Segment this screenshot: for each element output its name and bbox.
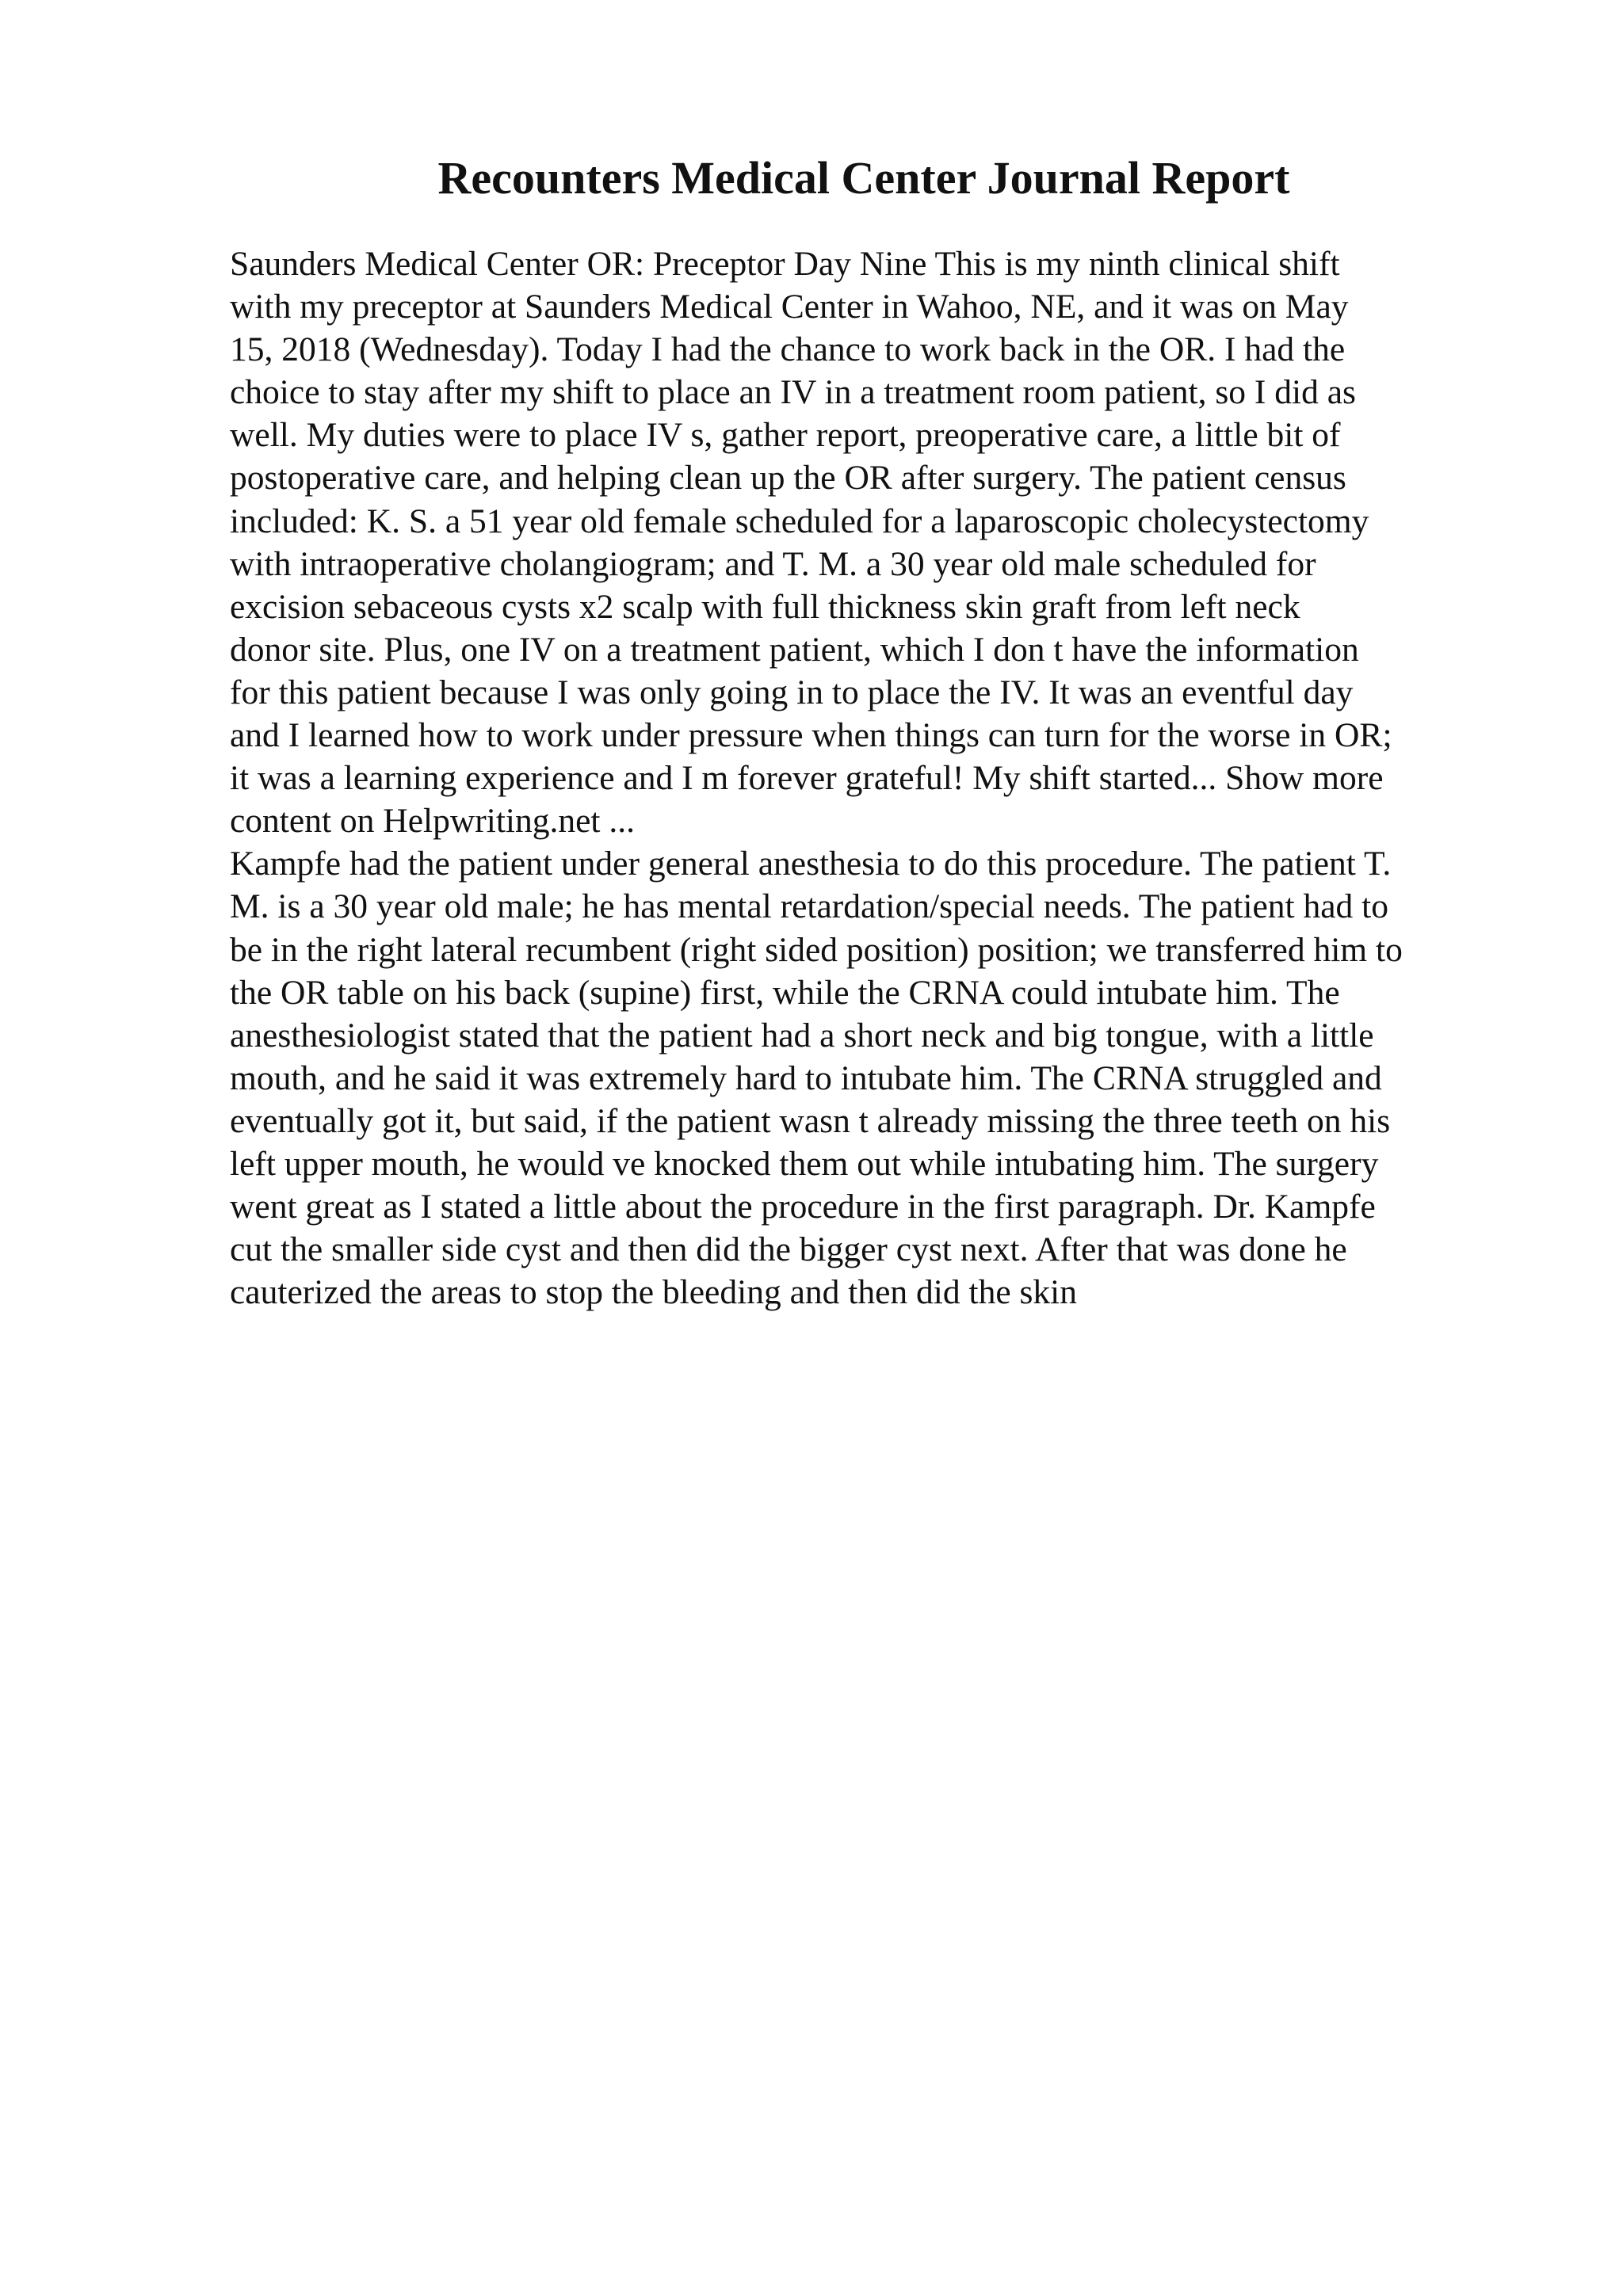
text-line: be in the right lateral recumbent (right sided position) position; we transferred him to — [230, 930, 1403, 969]
text-line: with intraoperative cholangiogram; and T. M. a 30 year old male scheduled for — [230, 544, 1316, 583]
text-line: 15, 2018 (Wednesday). Today I had the chance to work back in the OR. I had the — [230, 330, 1346, 369]
paragraph-1 — [230, 242, 1498, 842]
text-line: mouth, and he said it was extremely hard to intubate him. The CRNA struggled and — [230, 1058, 1382, 1097]
text-line: it was a learning experience and I m forever grateful! My shift started... Show more — [230, 759, 1384, 798]
text-line: left upper mouth, he would ve knocked them out while intubating him. The surgery — [230, 1144, 1379, 1183]
text-line: included: K. S. a 51 year old female scheduled for a laparoscopic cholecystectomy — [230, 502, 1369, 540]
text-line: content on Helpwriting.net ... — [230, 802, 636, 841]
text-line: went great as I stated a little about the procedure in the first paragraph. Dr. Kampfe — [230, 1188, 1376, 1226]
text-line: Saunders Medical Center OR: Preceptor Day Nine This is my ninth clinical shift — [230, 245, 1340, 283]
text-line: eventually got it, but said, if the patient wasn t already missing the three teeth on his — [230, 1101, 1391, 1140]
document-body — [230, 242, 1498, 1314]
text-line: with my preceptor at Saunders Medical Center in Wahoo, NE, and it was on May — [230, 288, 1349, 326]
text-line: choice to stay after my shift to place an IV in a treatment room patient, so I did as — [230, 373, 1356, 412]
text-line: cauterized the areas to stop the bleeding and then did the skin — [230, 1273, 1078, 1312]
text-line: Kampfe had the patient under general anesthesia to do this procedure. The patient T. — [230, 845, 1392, 883]
text-line: for this patient because I was only going in to place the IV. It was an eventful day — [230, 673, 1354, 711]
text-line: and I learned how to work under pressure when things can turn for the worse in OR; — [230, 716, 1392, 755]
text-line: postoperative care, and helping clean up the OR after surgery. The patient census — [230, 459, 1346, 498]
text-line: excision sebaceous cysts x2 scalp with full thickness skin graft from left neck — [230, 587, 1300, 626]
text-line: anesthesiologist stated that the patient had a short neck and big tongue, with a little — [230, 1016, 1374, 1055]
text-line: the OR table on his back (supine) first, while the CRNA could intubate him. The — [230, 973, 1340, 1012]
text-line: well. My duties were to place IV s, gather report, preoperative care, a little bit of — [230, 416, 1341, 455]
text-line: cut the smaller side cyst and then did the bigger cyst next. After that was done he — [230, 1230, 1347, 1269]
paragraph-2 — [230, 842, 1498, 1314]
text-line: M. is a 30 year old male; he has mental retardation/special needs. The patient had to — [230, 887, 1389, 926]
text-line: donor site. Plus, one IV on a treatment patient, which I don t have the information — [230, 630, 1359, 669]
document-title: Recounters Medical Center Journal Report — [437, 152, 1290, 204]
